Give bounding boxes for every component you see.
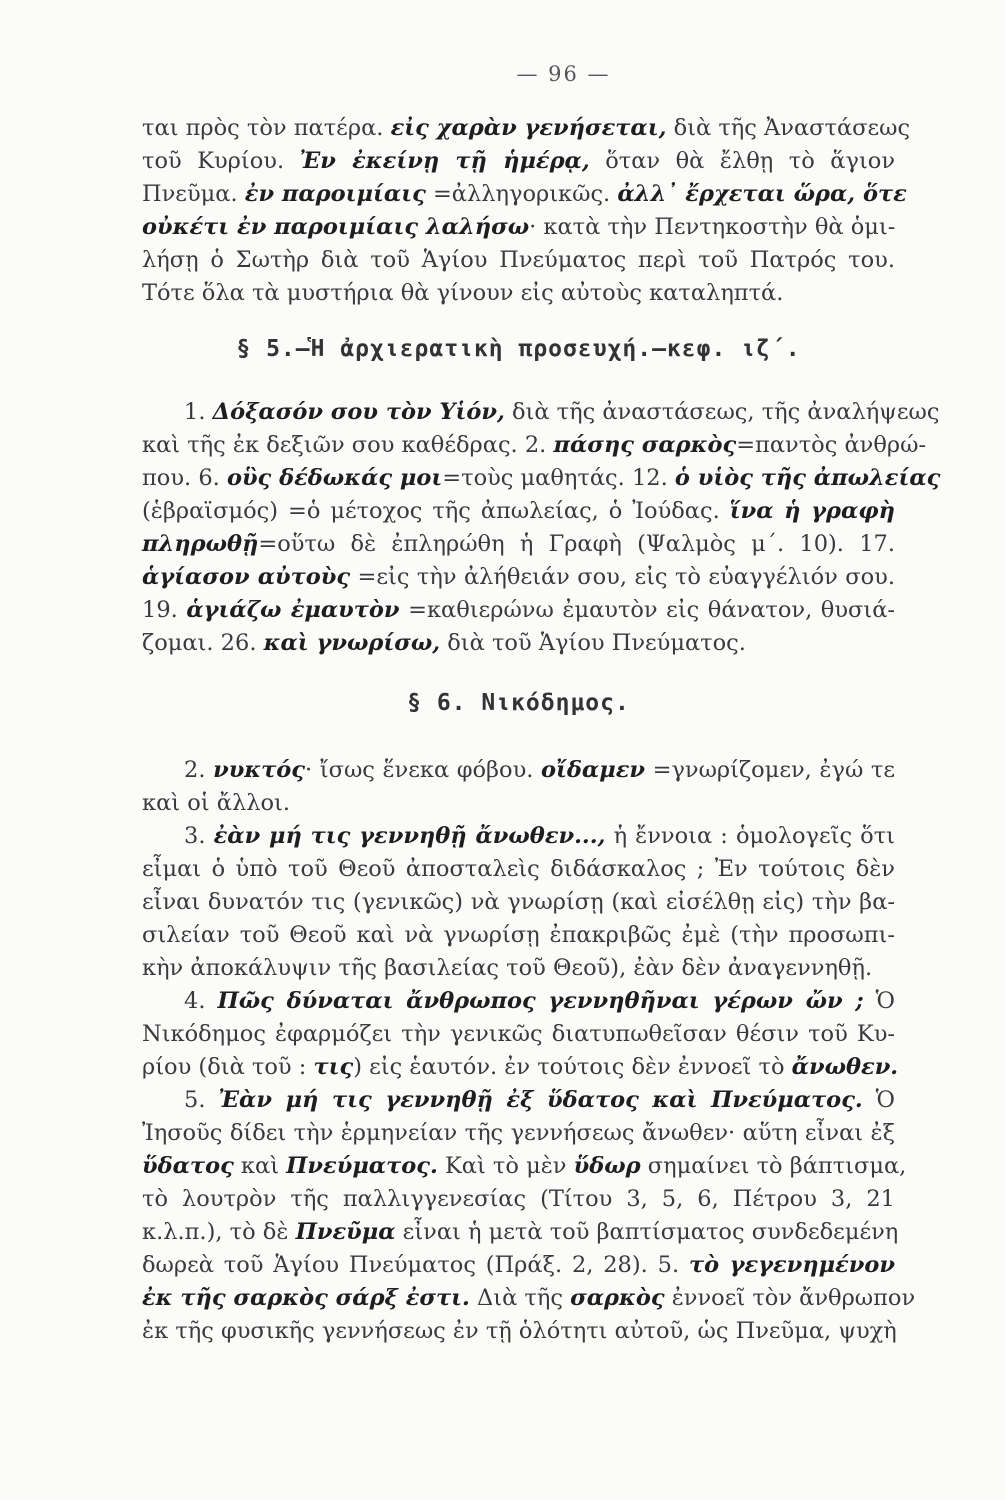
emphasis-span: τις bbox=[313, 1054, 354, 1080]
text-span: =τοὺς μαθητάς. 12. bbox=[442, 465, 675, 491]
paragraph-5 bbox=[142, 985, 899, 1084]
emphasis-span: σαρκὸς bbox=[570, 1285, 665, 1311]
text-line bbox=[142, 1282, 916, 1315]
text-span: 19. bbox=[142, 597, 187, 623]
text-span: 2. bbox=[184, 757, 214, 783]
emphasis-span: Πῶς δύναται ἄνθρωπος γεννηθῆναι γέρων ὤν ; bbox=[217, 988, 864, 1014]
paragraph-2 bbox=[142, 396, 941, 660]
text-line bbox=[142, 627, 895, 660]
emphasis-span: ὕδωρ bbox=[573, 1153, 641, 1179]
text-line bbox=[142, 244, 895, 277]
emphasis-span: ἄνωθεν. bbox=[791, 1054, 899, 1080]
text-span: ζομαι. 26. bbox=[142, 630, 264, 656]
text-line bbox=[142, 1249, 895, 1282]
text-span: καὶ τῆς ἐκ δεξιῶν σου καθέδρας. 2. bbox=[142, 432, 554, 458]
text-span: διὰ τῆς ἀναστάσεως, τῆς ἀναλήψεως bbox=[504, 399, 940, 425]
text-line bbox=[142, 1150, 907, 1183]
text-span: τοῦ Κυρίου. bbox=[142, 148, 300, 174]
emphasis-span: Πνεύματος. bbox=[286, 1153, 438, 1179]
text-span: Διὰ τῆς bbox=[469, 1285, 571, 1311]
text-span: ἐκ τῆς φυσικῆς γεννήσεως ἐν τῇ ὁλότητι αὐτοῦ, ὡς Πνεῦμα, ψυχὴ bbox=[142, 1318, 897, 1344]
text-line bbox=[142, 754, 895, 787]
text-span: που. 6. bbox=[142, 465, 227, 491]
text-span: 4. bbox=[184, 988, 218, 1014]
text-span: ρίου (διὰ τοῦ : bbox=[142, 1054, 314, 1080]
text-span: τὸ λουτρὸν τῆς παλλιγγενεσίας (Τίτου 3, 5, 6, Πέτρου 3, 21 bbox=[142, 1186, 895, 1212]
emphasis-span: Ἐὰν μή τις γεννηθῇ ἐξ ὕδατος καὶ Πνεύματος. bbox=[218, 1087, 863, 1113]
text-span: Ἰησοῦς δίδει τὴν ἑρμηνείαν τῆς γεννήσεως ἄνωθεν· αὕτη εἶναι ἐξ bbox=[142, 1120, 895, 1146]
text-line bbox=[142, 787, 895, 820]
text-span: κ.λ.π.), τὸ δὲ bbox=[142, 1219, 296, 1245]
text-span: κὴν ἀποκάλυψιν τῆς βασιλείας τοῦ Θεοῦ), ἐὰν δὲν ἀναγεννηθῇ. bbox=[142, 955, 873, 981]
text-span: · κατὰ τὴν Πεντηκοστὴν θὰ ὁμι- bbox=[529, 214, 896, 240]
emphasis-span: ἐὰν μή τις γεννηθῇ ἄνωθεν..., bbox=[213, 823, 606, 849]
text-line bbox=[142, 277, 895, 310]
text-span: καὶ οἱ ἄλλοι. bbox=[142, 790, 290, 816]
emphasis-span: πληρωθῇ bbox=[142, 531, 259, 557]
section-heading-5: § 5.—Ἡ ἀρχιερατικὴ προσευχή.—κεφ. ιζ΄. bbox=[236, 336, 801, 362]
text-span: (ἑβραϊσμός) =ὁ μέτοχος τῆς ἀπωλείας, ὁ Ἰούδας. bbox=[142, 498, 730, 524]
text-line bbox=[142, 1117, 895, 1150]
text-span: ἡ ἔννοια : ὁμολογεῖς ὅτι bbox=[605, 823, 895, 849]
text-span: εἶναι ἡ μετὰ τοῦ βαπτίσματος συνδεδεμένη bbox=[395, 1219, 899, 1245]
emphasis-span: οὐκέτι ἐν παροιμίαις λαλήσω bbox=[142, 214, 530, 240]
text-span: εἶμαι ὁ ὑπὸ τοῦ Θεοῦ ἀποσταλεὶς διδάσκαλος ; Ἐν τούτοις δὲν bbox=[142, 856, 895, 882]
text-line bbox=[142, 886, 895, 919]
text-span: =οὕτω δὲ ἐπληρώθη ἡ Γραφὴ (Ψαλμὸς μ΄. 10). 17. bbox=[258, 531, 895, 557]
text-line bbox=[142, 528, 895, 561]
text-line bbox=[142, 1183, 895, 1216]
text-span: 3. bbox=[184, 823, 214, 849]
text-line bbox=[142, 820, 895, 853]
emphasis-span: οἴδαμεν bbox=[541, 757, 646, 783]
paragraph-4 bbox=[142, 820, 895, 985]
emphasis-span: Δόξασόν σου τὸν Υἱόν, bbox=[212, 399, 505, 425]
text-line bbox=[142, 429, 927, 462]
text-span: διὰ τῆς Ἀναστάσεως bbox=[666, 115, 911, 141]
text-line bbox=[142, 211, 895, 244]
section-heading-6: § 6. Νικόδημος. bbox=[407, 690, 630, 716]
paragraph-1 bbox=[142, 112, 911, 310]
text-span: δωρεὰ τοῦ Ἁγίου Πνεύματος (Πράξ. 2, 28). 5. bbox=[142, 1252, 689, 1278]
page-number: — 96 — bbox=[516, 62, 611, 86]
emphasis-span: οὓς δέδωκάς μοι bbox=[226, 465, 443, 491]
emphasis-span: ἵνα ἡ γραφὴ bbox=[729, 498, 896, 524]
text-span: λήσῃ ὁ Σωτὴρ διὰ τοῦ Ἁγίου Πνεύματος περὶ τοῦ Πατρός του. bbox=[142, 247, 895, 273]
emphasis-span: ἀλλ᾽ ἔρχεται ὥρα, ὅτε bbox=[617, 181, 907, 207]
text-span: =καθιερώνω ἐμαυτὸν εἰς θάνατον, θυσιά- bbox=[399, 597, 895, 623]
text-span: =ἀλληγορικῶς. bbox=[425, 181, 618, 207]
paragraph-3 bbox=[142, 754, 895, 820]
text-line bbox=[142, 594, 895, 627]
text-span: · ἴσως ἕνεκα φόβου. bbox=[305, 757, 542, 783]
text-span: Ὁ bbox=[863, 988, 895, 1014]
emphasis-span: πάσης σαρκὸς bbox=[553, 432, 737, 458]
text-span: =εἰς τὴν ἀλήθειάν σου, εἰς τὸ εὐαγγέλιόν σου. bbox=[350, 564, 895, 590]
text-line bbox=[142, 952, 895, 985]
text-span: =παντὸς ἀνθρώ- bbox=[736, 432, 927, 458]
text-span: ἐννοεῖ τὸν ἄνθρωπον bbox=[664, 1285, 916, 1311]
text-span: ται πρὸς τὸν πατέρα. bbox=[142, 115, 391, 141]
emphasis-span: ὁ υἱὸς τῆς ἀπωλείας bbox=[674, 465, 941, 491]
text-line bbox=[142, 145, 895, 178]
text-span: Τότε ὅλα τὰ μυστήρια θὰ γίνουν εἰς αὐτοὺς καταληπτά. bbox=[142, 280, 784, 306]
text-line bbox=[142, 1315, 895, 1348]
text-span: ) εἰς ἑαυτόν. ἐν τούτοις δὲν ἐννοεῖ τὸ bbox=[353, 1054, 792, 1080]
text-span: Νικόδημος ἐφαρμόζει τὴν γενικῶς διατυπωθεῖσαν θέσιν τοῦ Κυ- bbox=[142, 1021, 895, 1047]
text-line bbox=[142, 112, 911, 145]
text-line bbox=[142, 919, 895, 952]
text-line bbox=[142, 1018, 895, 1051]
emphasis-span: καὶ γνωρίσω, bbox=[263, 630, 441, 656]
text-span: =γνωρίζομεν, ἐγώ τε bbox=[645, 757, 895, 783]
text-line bbox=[142, 561, 895, 594]
text-span: σιλείαν τοῦ Θεοῦ καὶ νὰ γνωρίσῃ ἐπακριβῶς ἐμὲ (τὴν προσωπι- bbox=[142, 922, 895, 948]
emphasis-span: Ἐν ἐκείνῃ τῇ ἡμέρᾳ, bbox=[299, 148, 590, 174]
text-line bbox=[142, 495, 895, 528]
text-line bbox=[142, 396, 940, 429]
text-line bbox=[142, 462, 941, 495]
text-line bbox=[142, 1051, 899, 1084]
emphasis-span: ἐν παροιμίαις bbox=[244, 181, 426, 207]
text-span: 1. bbox=[184, 399, 213, 425]
text-span: εἶναι δυνατόν τις (γενικῶς) νὰ γνωρίσῃ (καὶ εἰσέλθῃ εἰς) τὴν βα- bbox=[142, 889, 895, 915]
text-line bbox=[142, 178, 907, 211]
text-line bbox=[142, 853, 895, 886]
text-span: καὶ bbox=[233, 1153, 287, 1179]
text-line bbox=[142, 1216, 899, 1249]
text-span: ὅταν θὰ ἔλθῃ τὸ ἅγιον bbox=[589, 148, 895, 174]
emphasis-span: ἁγίασον αὐτοὺς bbox=[142, 564, 351, 590]
text-span: Καὶ τὸ μὲν bbox=[437, 1153, 574, 1179]
emphasis-span: τὸ γεγενημένον bbox=[688, 1252, 896, 1278]
text-span: Ὁ bbox=[862, 1087, 895, 1113]
paragraph-6 bbox=[142, 1084, 916, 1348]
text-span: σημαίνει τὸ βάπτισμα, bbox=[640, 1153, 907, 1179]
emphasis-span: νυκτός bbox=[213, 757, 306, 783]
emphasis-span: ὕδατος bbox=[142, 1153, 234, 1179]
emphasis-span: ἁγιάζω ἐμαυτὸν bbox=[186, 597, 400, 623]
text-span: Πνεῦμα. bbox=[142, 181, 245, 207]
emphasis-span: ἐκ τῆς σαρκὸς σάρξ ἐστι. bbox=[142, 1285, 470, 1311]
text-span: 5. bbox=[184, 1087, 219, 1113]
text-line bbox=[142, 985, 895, 1018]
emphasis-span: Πνεῦμα bbox=[295, 1219, 396, 1245]
emphasis-span: εἰς χαρὰν γενήσεται, bbox=[390, 115, 667, 141]
text-line bbox=[142, 1084, 895, 1117]
text-span: διὰ τοῦ Ἁγίου Πνεύματος. bbox=[440, 630, 746, 656]
